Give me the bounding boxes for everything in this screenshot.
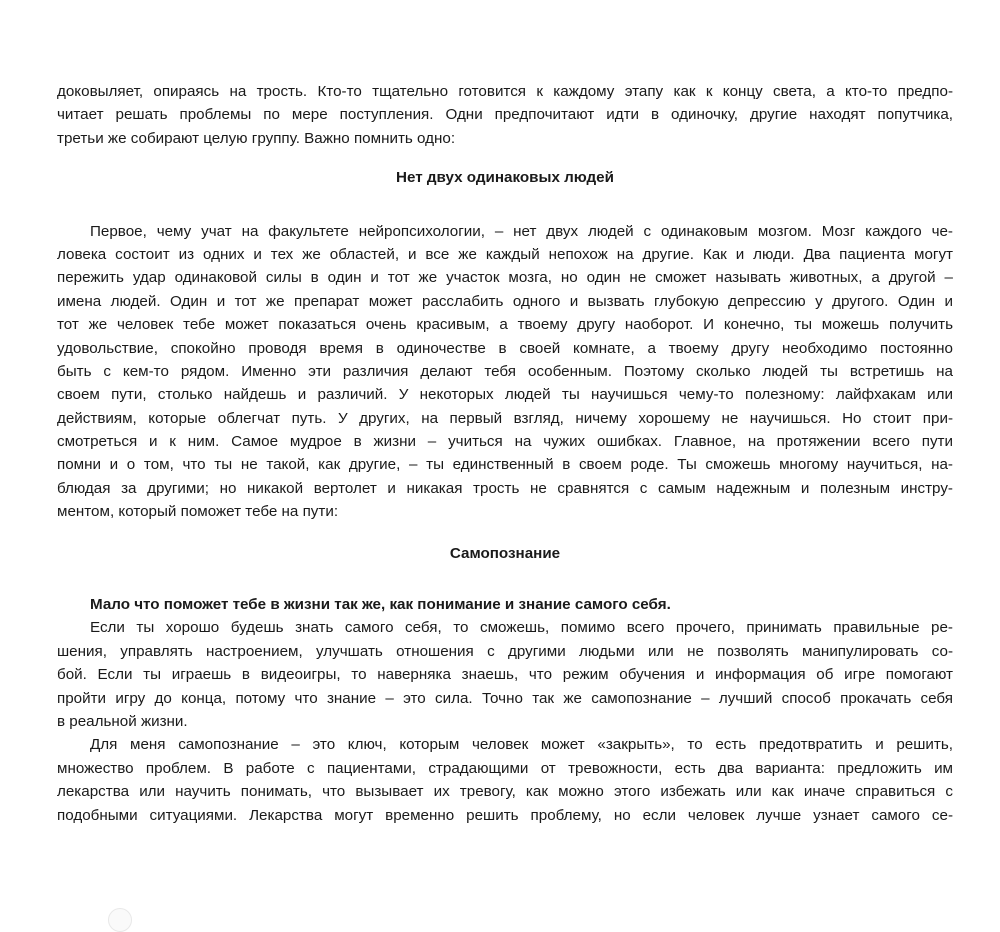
text-column <box>57 80 953 827</box>
section1-paragraph <box>57 220 953 524</box>
text-line: подобными ситуациями. Лекарства могут временно решить проблему, но если человек лучше узнает самого се- <box>57 806 953 824</box>
text-line: имена людей. Один и тот же препарат может расслабить одного и вызвать глубокую депрессию у другого. Один и <box>57 292 953 310</box>
text-line: блюдая за другими; но никакой вертолет и никакая трость не сравнятся с самым надежным и полезным инстру- <box>57 479 953 497</box>
text-line: ловека состоит из одних и тех же областей, и все же каждый непохож на другие. Как и люди. Два пациента могут <box>57 245 953 263</box>
text-line: Для меня самопознание – это ключ, которым человек может «закрыть», то есть предотвратить и решить, <box>90 736 953 754</box>
text-line: удовольствие, спокойно проводя время в одиночестве в своей комнате, а твоему другу необходимо постоянно <box>57 339 953 357</box>
section2-paragraph-2 <box>57 733 953 827</box>
lead-sentence: Мало что поможет тебе в жизни так же, как понимание и знание самого себя. <box>90 596 671 614</box>
text-line: доковыляет, опираясь на трость. Кто-то тщательно готовится к каждому этапу как к концу света, а кто-то предпо- <box>57 83 953 100</box>
text-line: шения, управлять настроением, улучшать отношения с другими людьми или не позволять манипулировать со- <box>57 642 953 660</box>
text-line: лекарства или научить понимать, что вызывает их тревогу, как можно этого избежать или как иначе справиться с <box>57 783 953 801</box>
text-line: действиям, которые облегчат путь. У других, на первый взгляд, ничему хорошему не научишься. Но стоит при- <box>57 409 953 427</box>
text-line: Если ты хорошо будешь знать самого себя, то сможешь, помимо всего прочего, принимать правильные ре- <box>90 619 953 637</box>
text-line: бой. Если ты играешь в видеоигры, то наверняка знаешь, что режим обучения и информация об игре помогают <box>57 666 953 684</box>
text-line: третьи же собирают целую группу. Важно помнить одно: <box>57 129 456 147</box>
text-line: множество проблем. В работе с пациентами, страдающими от тревожности, есть два варианта: предложить им <box>57 759 953 777</box>
text-line: своем пути, столько найдешь и различий. У некоторых людей ты научишься чему-то полезному: лайфхакам или <box>57 386 953 404</box>
text-line: Первое, чему учат на факультете нейропсихологии, – нет двух людей с одинаковым мозгом. Мозг каждого че- <box>90 222 953 240</box>
section-heading: Нет двух одинаковых людей <box>396 169 614 187</box>
text-line: пройти игру до конца, потому что знание – это сила. Точно так же самопознание – лучший способ прокачать себя <box>57 689 953 707</box>
text-line: ментом, который поможет тебе на пути: <box>57 503 339 521</box>
corner-mark <box>108 908 132 932</box>
text-line: смотреться и к ним. Самое мудрое в жизни – учиться на чужих ошибках. Главное, на протяжении всего пути <box>57 433 953 451</box>
section2-paragraph-1 <box>57 616 953 733</box>
text-line: тот же человек тебе может показаться очень красивым, а твоему другу наоборот. И конечно, ты можешь получить <box>57 316 953 334</box>
text-line: читает решать проблемы по мере поступления. Одни предпочитают идти в одиночку, другие находят попутчика, <box>57 106 953 124</box>
section-heading: Самопознание <box>449 544 561 562</box>
text-line: в реальной жизни. <box>57 713 188 731</box>
intro-paragraph <box>57 80 953 150</box>
text-line: помни и о том, что ты не такой, как другие, – ты единственный в своем роде. Ты сможешь многому научиться, на- <box>57 456 953 474</box>
text-line: пережить удар одинаковой силы в один и тот же участок мозга, но один не сможет называть животных, а другой – <box>57 269 953 287</box>
text-line: быть с кем-то рядом. Именно эти различия делают тебя особенным. Поэтому сколько людей ты встретишь на <box>57 362 953 380</box>
